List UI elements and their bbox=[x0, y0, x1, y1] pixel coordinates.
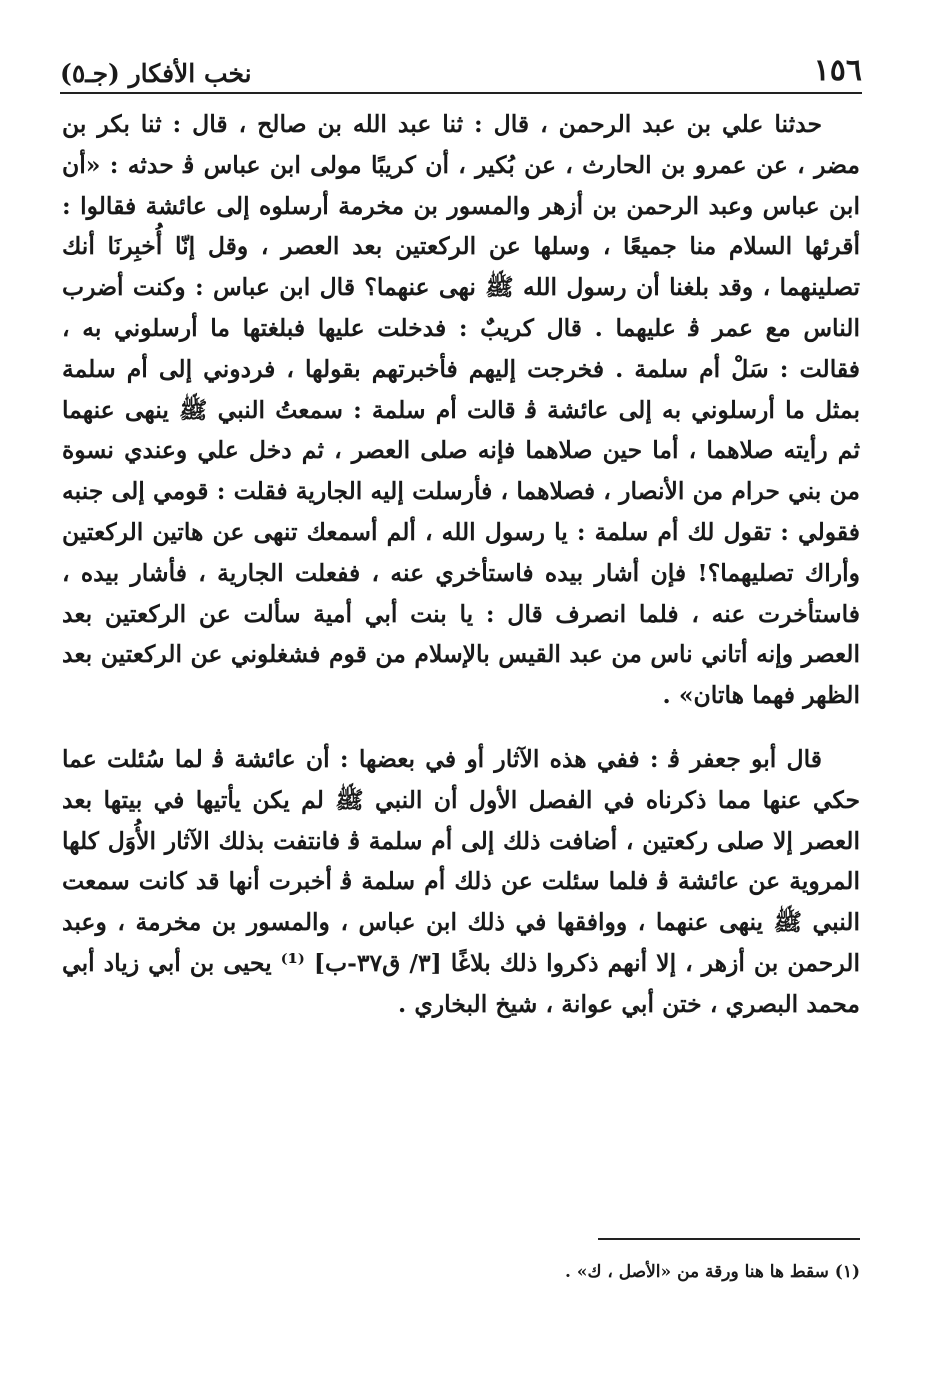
paragraph-hadith: حدثنا علي بن عبد الرحمن ، قال : ثنا عبد الله بن صالح ، قال : ثنا بكر بن مضر ، عن عمرو بن الحارث ، عن بُكير ، أن كريبًا مولى ابن عباس ﭬ حدثه : «أن ابن عباس وعبد الرحمن بن أزهر والمسور بن مخرمة أرسلوه إلى عائشة فقالوا : أقرئها السلام منا جميعًا ، وسلها عن الركعتين بعد العصر ، وقل إنّا أُخبِرنَا أنك تصلينهما ، وقد بلغنا أن رسول الله ﷺ نهى عنهما؟ قال ابن عباس : وكنت أضرب الناس مع عمر ﭬ عليهما . قال كريبٌ : فدخلت عليها فبلغتها ما أرسلوني به ، فقالت : سَلْ أم سلمة . فخرجت إليهم فأخبرتهم بقولها ، فردوني إلى أم سلمة بمثل ما أرسلوني به إلى عائشة ﭬ قالت أم سلمة : سمعتُ النبي ﷺ ينهى عنهما ثم رأيته صلاهما ، أما حين صلاهما فإنه صلى العصر ، ثم دخل علي وعندي نسوة من بني حرام من الأنصار ، فصلاهما ، فأرسلت إليه الجارية فقلت : قومي إلى جنبه فقولي : تقول لك أم سلمة : يا رسول الله ، ألم أسمعك تنهى عن هاتين الركعتين وأراك تصليهما؟! فإن أشار بيده فاستأخري عنه ، ففعلت الجارية ، فأشار بيده ، فاستأخرت عنه ، فلما انصرف قال : يا بنت أبي أمية سألت عن الركعتين بعد العصر وإنه أتاني ناس من عبد القيس بالإسلام من قوم فشغلوني عن الركعتين بعد الظهر فهما هاتان» . bbox=[62, 110, 860, 710]
footnote: (١) سقط ها هنا ورقة من «الأصل ، ك» . bbox=[565, 1262, 860, 1282]
footnote-divider bbox=[598, 1238, 860, 1240]
main-text bbox=[62, 104, 860, 1025]
header-divider bbox=[60, 92, 862, 94]
page-number: ١٥٦ bbox=[813, 53, 862, 88]
page-header bbox=[60, 38, 862, 88]
book-title: نخب الأفكار (جـ٥) bbox=[60, 59, 252, 88]
paragraph-commentary: قال أبو جعفر ﭬ : ففي هذه الآثار أو في بعضها : أن عائشة ﭬ لما سُئلت عما حكي عنها مما ذكرناه في الفصل الأول أن النبي ﷺ لم يكن يأتيها في بيتها بعد العصر إلا صلى ركعتين ، أضافت ذلك إلى أم سلمة ﭬ فانتفت بذلك الآثار الأُوَل كلها المروية عن عائشة ﭬ فلما سئلت عن ذلك أم سلمة ﭬ أخبرت أنها قد كانت سمعت النبي ﷺ ينهى عنهما ، ووافقها في ذلك ابن عباس ، والمسور بن مخرمة ، وعبد الرحمن بن أزهر ، إلا أنهم ذكروا ذلك بلاغًا [٣/ ق٣٧-ب] ⁽¹⁾ يحيى بن أبي زياد أبي محمد البصري ، ختن أبي عوانة ، شيخ البخاري . bbox=[62, 744, 860, 1018]
